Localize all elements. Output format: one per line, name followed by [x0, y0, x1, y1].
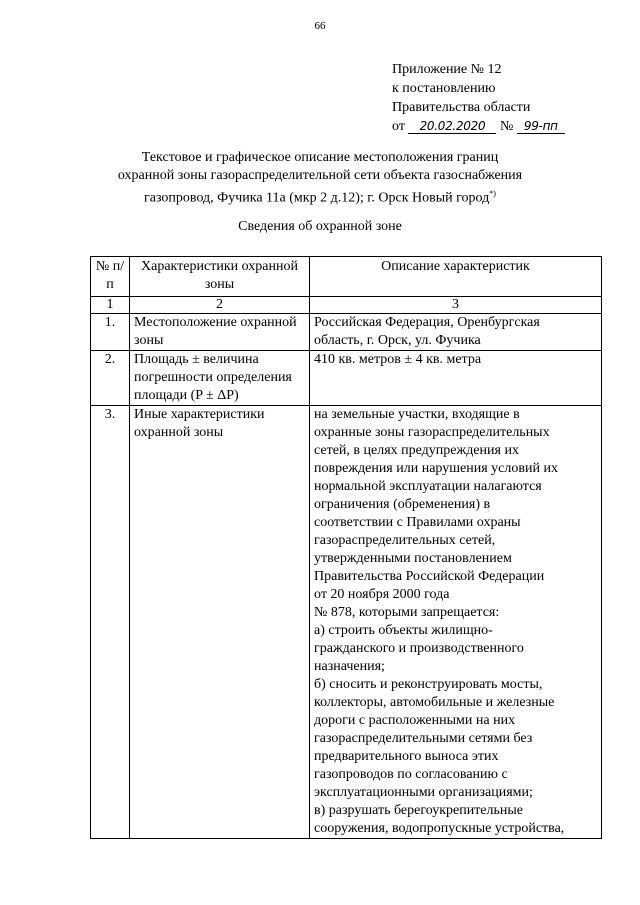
description-line: ограничения (обременения) в — [314, 497, 491, 512]
description-line: от 20 ноября 2000 года — [314, 587, 450, 602]
row-number: 1. — [91, 314, 130, 351]
row-description — [310, 406, 602, 839]
description-line: Правительства Российской Федерации — [314, 569, 545, 584]
title-line-2: охранной зоны газораспределительной сети объекта газоснабжения — [117, 168, 523, 183]
description-line: Российская Федерация, Оренбургская — [314, 315, 540, 330]
description-line: охранные зоны газораспределительных — [314, 425, 550, 440]
description-line: 410 кв. метров ± 4 кв. метра — [314, 352, 482, 367]
handwritten-number: 99-пп — [517, 120, 565, 134]
index-cell: 1 — [91, 297, 130, 314]
table-index-row — [91, 297, 602, 314]
handwritten-date: 20.02.2020 — [408, 120, 496, 134]
description-line: газораспределительными сетями без — [314, 731, 533, 746]
description-line: назначения; — [314, 659, 385, 674]
description-line: гражданского и производственного — [314, 641, 524, 656]
description-line: в) разрушать берегоукрепительные — [314, 803, 524, 818]
header-number: № п/п — [91, 257, 130, 297]
header-characteristic: Характеристики охранной зоны — [130, 257, 310, 297]
index-cell: 2 — [130, 297, 310, 314]
description-line: повреждения или нарушения условий их — [314, 461, 558, 476]
page-number: 66 — [314, 20, 326, 32]
table-row — [91, 314, 602, 351]
description-line: № 878, которыми запрещается: — [314, 605, 500, 620]
description-line: сооружения, водопропускные устройства, — [314, 821, 565, 836]
row-description — [310, 314, 602, 351]
title-line-3 — [60, 185, 580, 208]
description-line: эксплуатационными организациями; — [314, 785, 533, 800]
title-line-1: Текстовое и графическое описание местоположения границ — [141, 150, 499, 165]
description-line: соответствии с Правилами охраны — [314, 515, 521, 530]
description-line: газопроводов по согласованию с — [314, 767, 508, 782]
description-line: коллекторы, автомобильные и железные — [314, 695, 555, 710]
footnote-mark: *) — [489, 189, 496, 198]
index-cell: 3 — [310, 297, 602, 314]
table-row — [91, 406, 602, 839]
description-line: на земельные участки, входящие в — [314, 407, 520, 422]
description-line: утвержденными постановлением — [314, 551, 512, 566]
description-line: область, г. Орск, ул. Фучика — [314, 333, 481, 348]
header-description: Описание характеристик — [310, 257, 602, 297]
row-number: 3. — [91, 406, 130, 839]
document-title — [60, 149, 580, 208]
description-line: сетей, в целях предупреждения их — [314, 443, 519, 458]
protection-zone-table — [90, 256, 602, 839]
description-line: предварительного выноса этих — [314, 749, 499, 764]
table-row — [91, 351, 602, 406]
description-line: б) сносить и реконструировать мосты, — [314, 677, 543, 692]
title-line-3-text: газопровод, Фучика 11а (мкр 2 д.12); г. Орск Новый город — [144, 190, 490, 206]
appendix-date-line — [392, 117, 565, 136]
row-characteristic: Местоположение охранной зоны — [130, 314, 310, 351]
description-line: а) строить объекты жилищно- — [314, 623, 493, 638]
row-characteristic: Иные характеристики охранной зоны — [130, 406, 310, 839]
appendix-title: Приложение № 12 — [392, 62, 502, 77]
description-line: дороги с расположенными на них — [314, 713, 516, 728]
row-description — [310, 351, 602, 406]
description-line: нормальной эксплуатации налагаются — [314, 479, 542, 494]
appendix-from-label: от — [392, 119, 405, 134]
appendix-number-label: № — [499, 119, 514, 134]
row-number: 2. — [91, 351, 130, 406]
appendix-line-government: Правительства области — [392, 100, 531, 115]
appendix-line-resolution: к постановлению — [392, 81, 496, 96]
appendix-block — [392, 60, 565, 136]
description-line: газораспределительных сетей, — [314, 533, 496, 548]
row-characteristic: Площадь ± величина погрешности определения площади (P ± ΔP) — [130, 351, 310, 406]
table-header-row — [91, 257, 602, 297]
section-title: Сведения об охранной зоне — [238, 219, 402, 234]
